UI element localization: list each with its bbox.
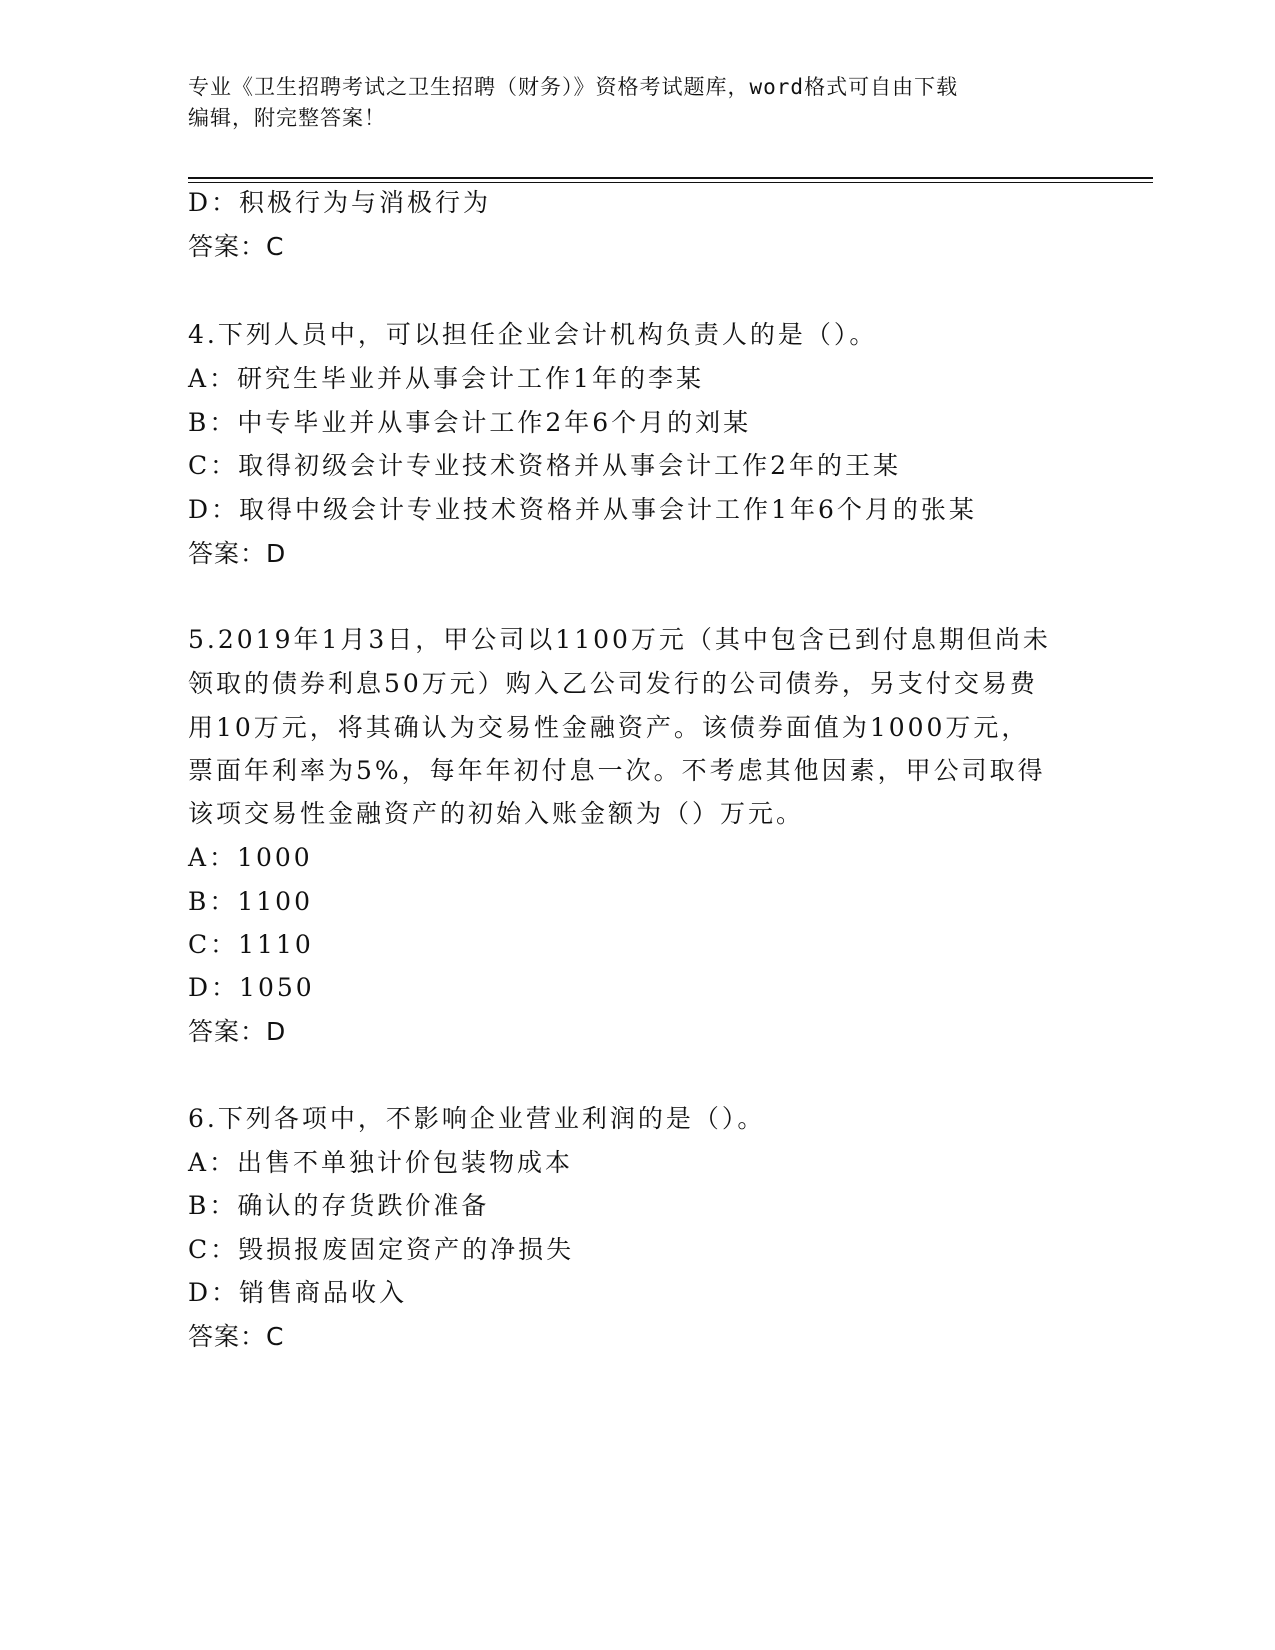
header-divider-thick — [188, 177, 1153, 179]
q5-stem-line-2: 领取的债券利息50万元）购入乙公司发行的公司债券，另支付交易费 — [188, 669, 1038, 698]
q5-option-b: B：1100 — [188, 887, 313, 916]
document-header — [188, 72, 1068, 134]
header-line-1: 专业《卫生招聘考试之卫生招聘（财务）》资格考试题库，word格式可自由下载 — [188, 75, 959, 99]
q5-option-c: C：1110 — [188, 930, 314, 959]
q6-answer: 答案：C — [188, 1322, 285, 1351]
q5-option-d: D：1050 — [188, 973, 315, 1002]
q4-option-a: A：研究生毕业并从事会计工作1年的李某 — [188, 364, 704, 393]
q5-stem-line-4: 票面年利率为5%，每年年初付息一次。不考虑其他因素，甲公司取得 — [188, 756, 1046, 785]
q4-option-d: D：取得中级会计专业技术资格并从事会计工作1年6个月的张某 — [188, 495, 977, 524]
q6-option-a: A：出售不单独计价包装物成本 — [188, 1148, 574, 1177]
q6-option-b: B：确认的存货跌价准备 — [188, 1191, 490, 1220]
q3-option-d: D：积极行为与消极行为 — [188, 188, 492, 217]
q4-stem: 4.下列人员中，可以担任企业会计机构负责人的是（）。 — [188, 320, 878, 349]
header-line-2: 编辑，附完整答案！ — [188, 106, 386, 130]
q5-stem-line-5: 该项交易性金融资产的初始入账金额为（）万元。 — [188, 799, 805, 828]
q5-option-a: A：1000 — [188, 843, 313, 872]
q5-stem-line-1: 5.2019年1月3日，甲公司以1100万元（其中包含已到付息期但尚未 — [188, 625, 1051, 654]
q3-answer: 答案：C — [188, 232, 285, 261]
q6-stem: 6.下列各项中，不影响企业营业利润的是（）。 — [188, 1104, 766, 1133]
q4-option-b: B：中专毕业并从事会计工作2年6个月的刘某 — [188, 408, 752, 437]
q6-option-c: C：毁损报废固定资产的净损失 — [188, 1235, 575, 1264]
q6-option-d: D：销售商品收入 — [188, 1278, 408, 1307]
q4-option-c: C：取得初级会计专业技术资格并从事会计工作2年的王某 — [188, 451, 902, 480]
q5-answer: 答案：D — [188, 1017, 287, 1046]
q5-stem-line-3: 用10万元，将其确认为交易性金融资产。该债券面值为1000万元， — [188, 713, 1030, 742]
q4-answer: 答案：D — [188, 539, 287, 568]
header-divider-thin — [188, 182, 1153, 183]
